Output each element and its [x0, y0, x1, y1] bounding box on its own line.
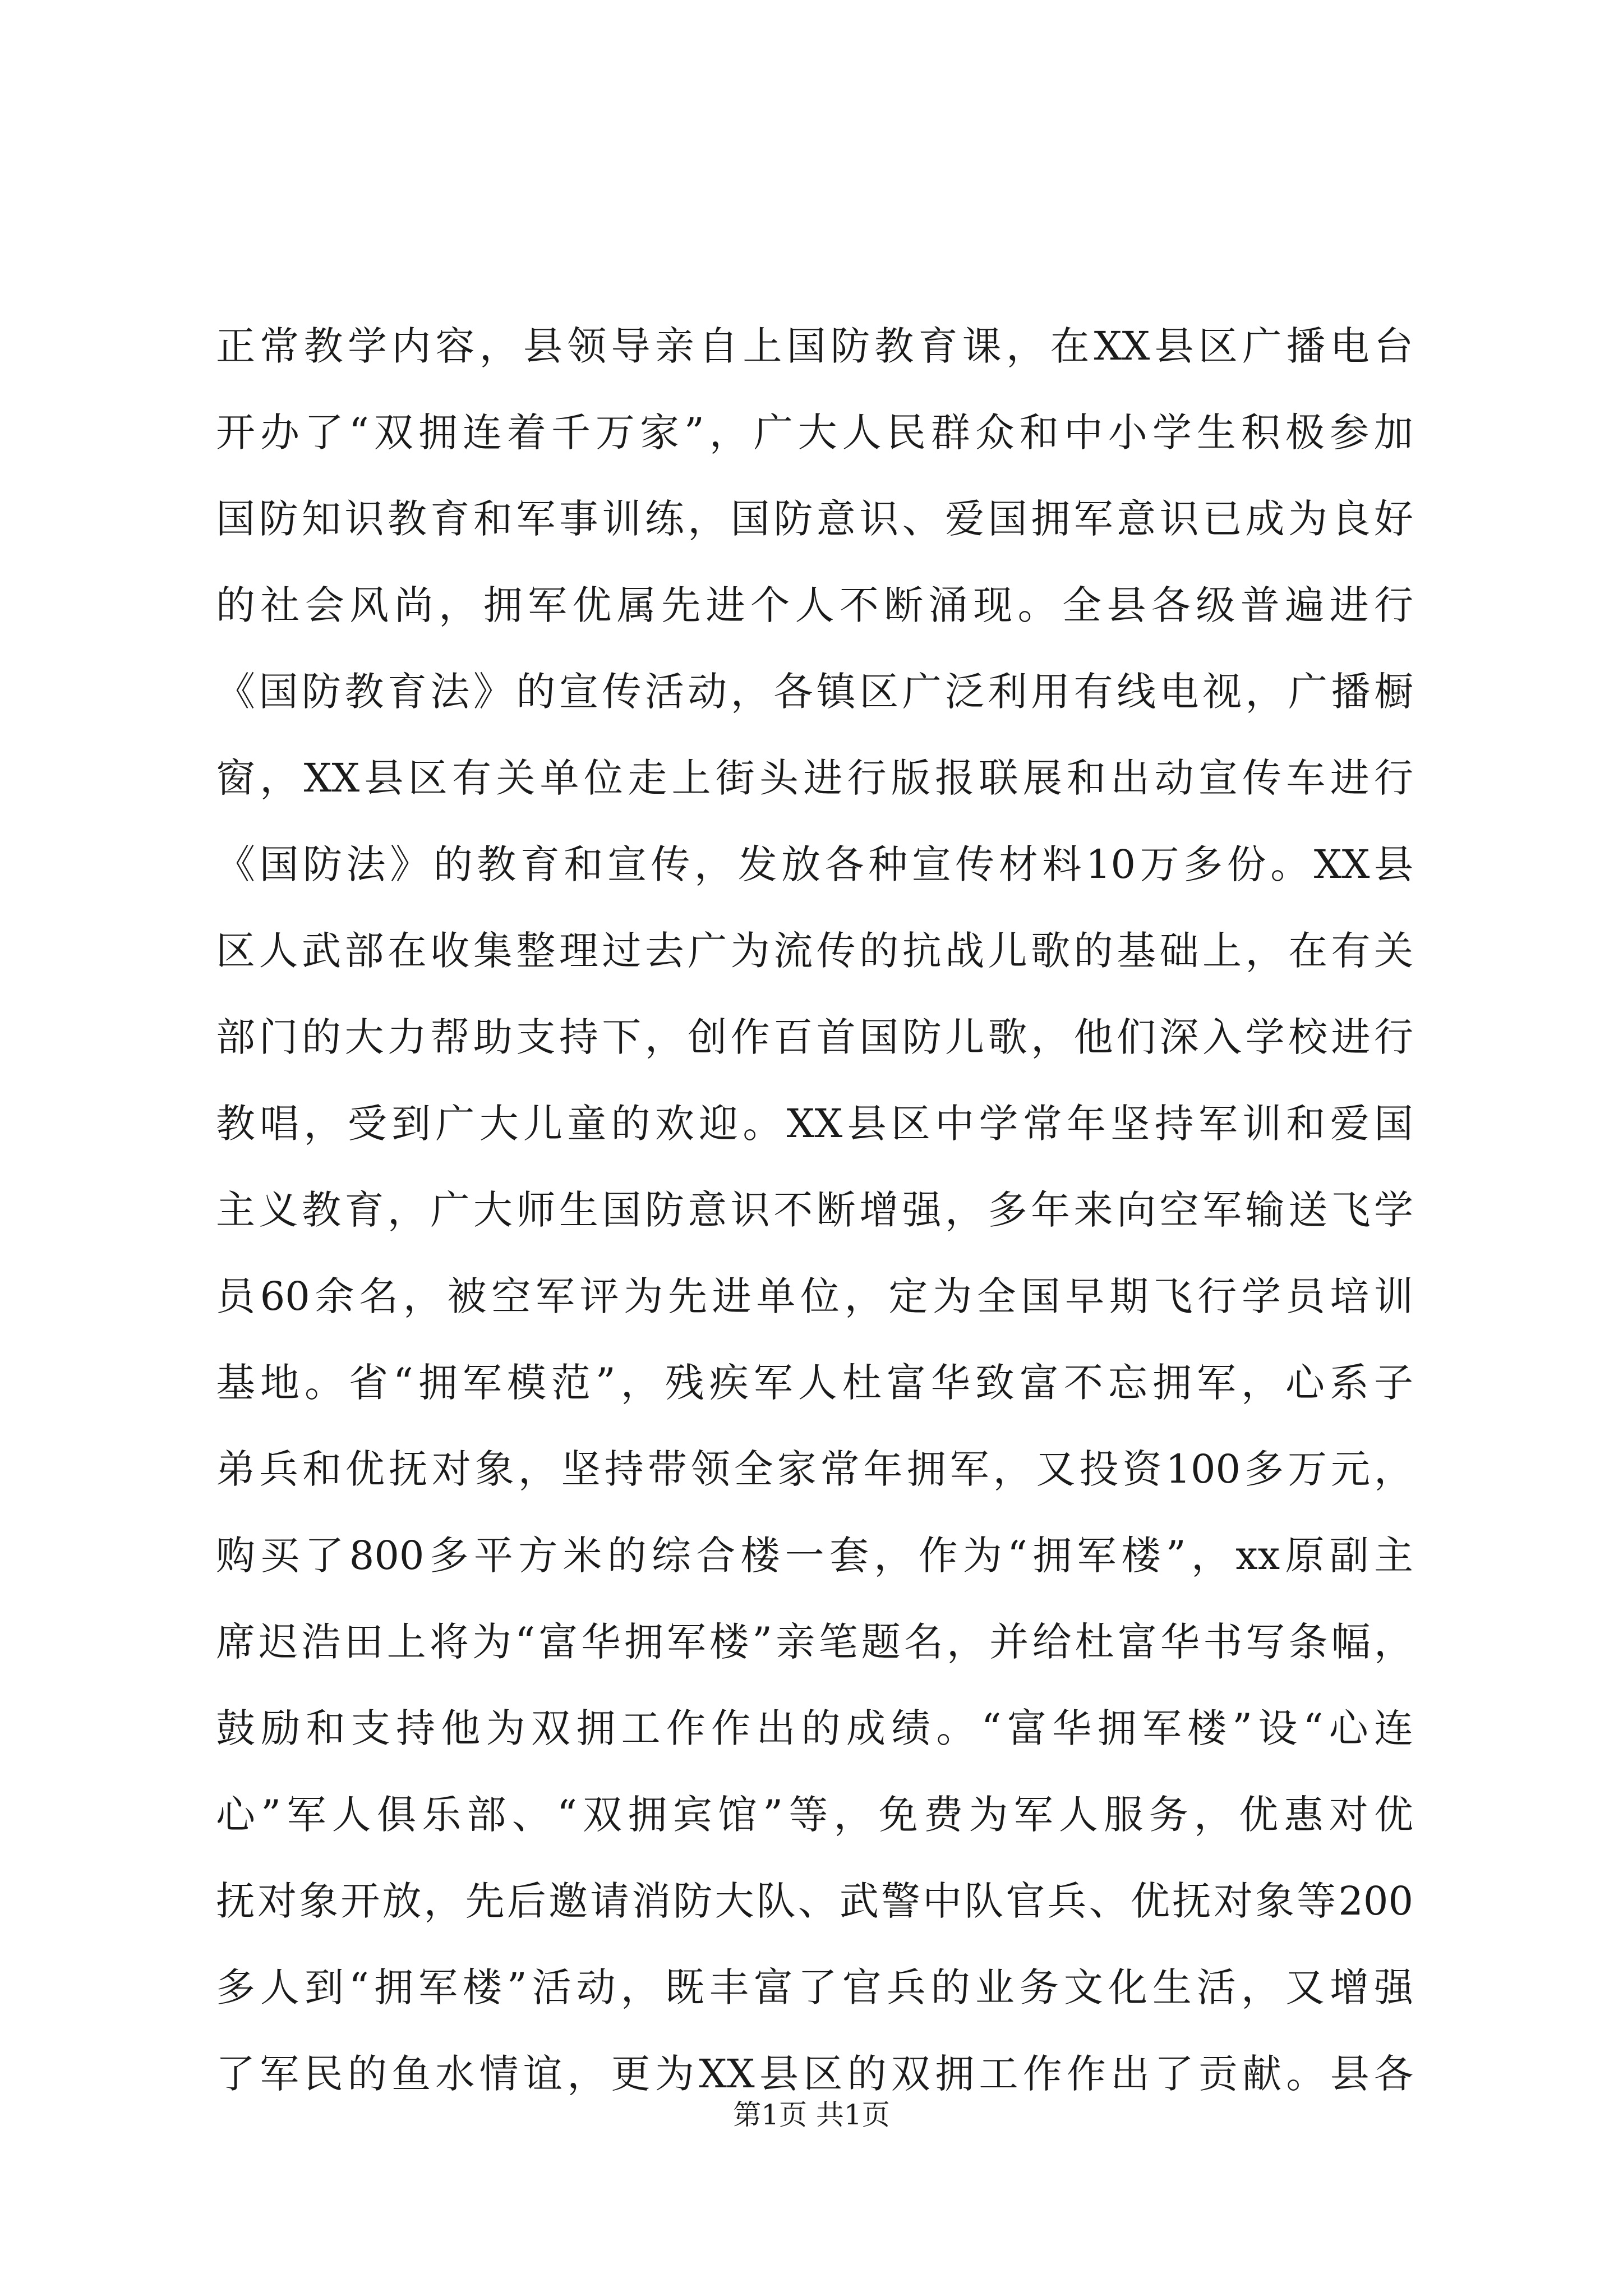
text-line: 国防知识教育和军事训练，国防意识、爱国拥军意识已成为良好 — [216, 496, 1413, 542]
text-line: 《国防教育法》的宣传活动，各镇区广泛利用有线电视，广播橱 — [216, 669, 1413, 715]
body-paragraph — [216, 303, 1413, 2117]
text-line: 部门的大力帮助支持下，创作百首国防儿歌，他们深入学校进行 — [216, 1014, 1413, 1060]
text-line: 开办了“双拥连着千万家”，广大人民群众和中小学生积极参加 — [216, 409, 1413, 455]
text-line: 心”军人俱乐部、“双拥宾馆”等，免费为军人服务，优惠对优 — [216, 1792, 1413, 1838]
text-line: 窗，XX县区有关单位走上街头进行版报联展和出动宣传车进行 — [216, 755, 1413, 801]
text-line: 弟兵和优抚对象，坚持带领全家常年拥军，又投资100多万元， — [216, 1446, 1413, 1492]
text-line: 正常教学内容，县领导亲自上国防教育课，在XX县区广播电台 — [216, 323, 1413, 369]
text-line: 购买了800多平方米的综合楼一套，作为“拥军楼”，xx原副主 — [216, 1533, 1413, 1579]
text-line: 席迟浩田上将为“富华拥军楼”亲笔题名，并给杜富华书写条幅， — [216, 1619, 1413, 1665]
text-line: 《国防法》的教育和宣传，发放各种宣传材料10万多份。XX县 — [216, 841, 1413, 887]
text-line: 的社会风尚，拥军优属先进个人不断涌现。全县各级普遍进行 — [216, 582, 1413, 628]
text-line: 抚对象开放，先后邀请消防大队、武警中队官兵、优抚对象等200 — [216, 1878, 1413, 1924]
text-line: 多人到“拥军楼”活动，既丰富了官兵的业务文化生活，又增强 — [216, 1964, 1413, 2010]
text-line: 了军民的鱼水情谊，更为XX县区的双拥工作作出了贡献。县各 — [216, 2051, 1413, 2097]
page-number-footer: 第1页 共1页 — [733, 2099, 890, 2131]
text-line: 员60余名，被空军评为先进单位，定为全国早期飞行学员培训 — [216, 1273, 1413, 1319]
text-line: 区人武部在收集整理过去广为流传的抗战儿歌的基础上，在有关 — [216, 928, 1413, 974]
text-line: 教唱，受到广大儿童的欢迎。XX县区中学常年坚持军训和爱国 — [216, 1101, 1413, 1147]
text-line: 主义教育，广大师生国防意识不断增强，多年来向空军输送飞学 — [216, 1187, 1413, 1233]
text-line: 基地。省“拥军模范”，残疾军人杜富华致富不忘拥军，心系子 — [216, 1360, 1413, 1406]
text-line: 鼓励和支持他为双拥工作作出的成绩。“富华拥军楼”设“心连 — [216, 1705, 1413, 1751]
